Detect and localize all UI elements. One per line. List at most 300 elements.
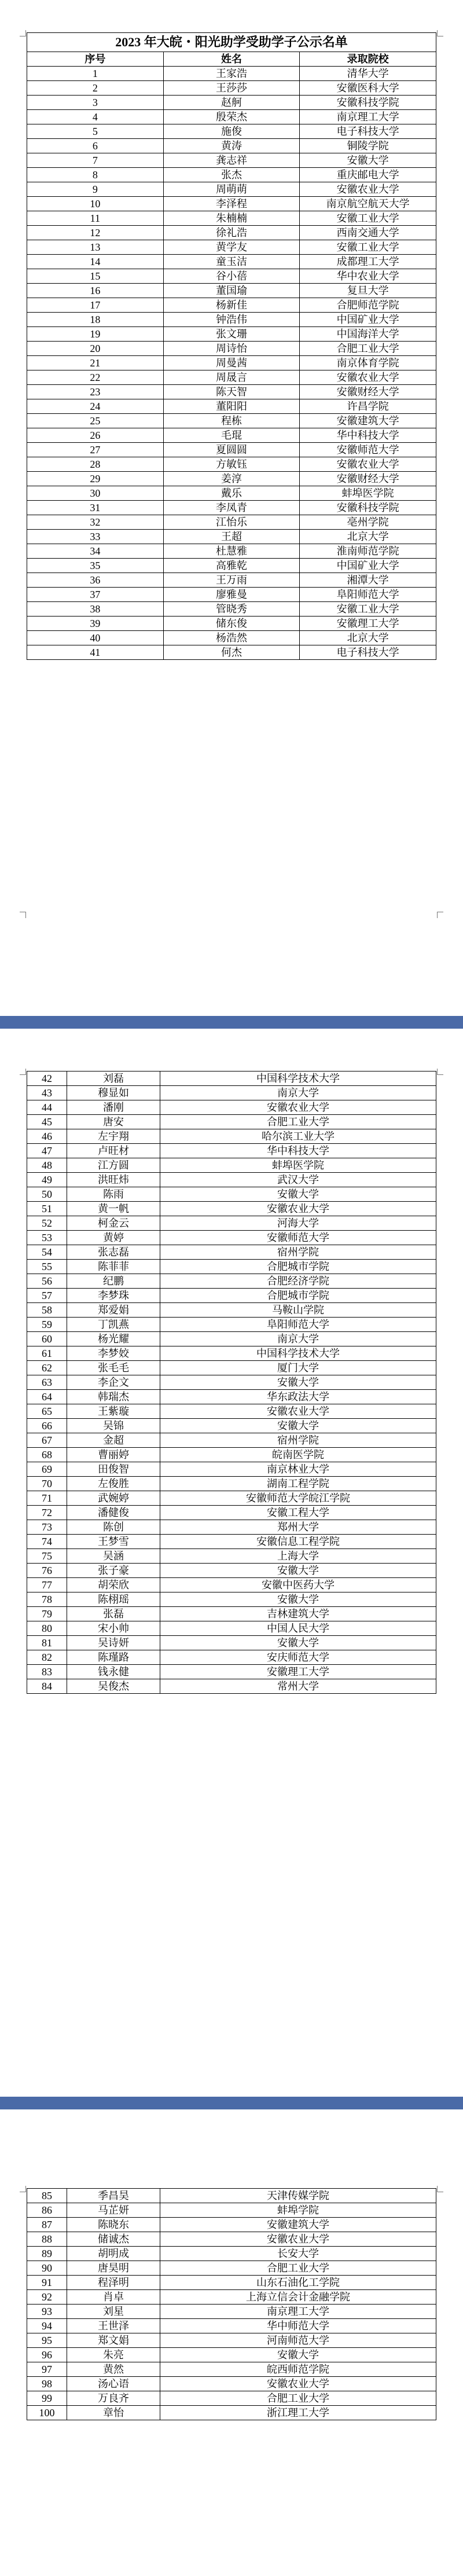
- admitted-school: 华东政法大学: [160, 1390, 436, 1404]
- column-header-name: 姓名: [163, 52, 300, 67]
- table-row: [27, 226, 436, 240]
- row-index: 81: [27, 1636, 67, 1650]
- student-name: 钟浩伟: [163, 313, 300, 327]
- student-name: 吴诗妍: [67, 1636, 160, 1650]
- row-index: 95: [27, 2333, 67, 2348]
- student-name: 董国瑜: [163, 284, 300, 298]
- table-row: [27, 1274, 436, 1289]
- table-row: [27, 1318, 436, 1332]
- row-index: 94: [27, 2319, 67, 2333]
- row-index: 85: [27, 2189, 67, 2203]
- admitted-school: 湘潭大学: [300, 573, 436, 588]
- row-index: 40: [27, 631, 164, 645]
- column-header-index: 序号: [27, 52, 164, 67]
- row-index: 86: [27, 2203, 67, 2218]
- table-row: [27, 428, 436, 443]
- admitted-school: 合肥工业大学: [160, 2261, 436, 2276]
- student-name: 潘健俊: [67, 1506, 160, 1520]
- admitted-school: 安徽农业大学: [160, 2377, 436, 2391]
- table-row: [27, 1129, 436, 1144]
- student-name: 胡荣欣: [67, 1578, 160, 1592]
- student-name: 黄婷: [67, 1231, 160, 1245]
- student-name: 陈晓东: [67, 2218, 160, 2232]
- table-row: [27, 1578, 436, 1592]
- table-row: [27, 284, 436, 298]
- admitted-school: 合肥工业大学: [160, 1115, 436, 1129]
- table-row: [27, 2333, 436, 2348]
- table-row: [27, 1462, 436, 1477]
- student-name: 张毛毛: [67, 1361, 160, 1375]
- admitted-school: 安徽医科大学: [300, 81, 436, 96]
- admitted-school: 安徽农业大学: [160, 2232, 436, 2247]
- table-row: [27, 501, 436, 515]
- student-name: 杨光耀: [67, 1332, 160, 1346]
- table-row: [27, 1506, 436, 1520]
- table-row: [27, 2319, 436, 2333]
- table-row: [27, 2203, 436, 2218]
- row-index: 84: [27, 1679, 67, 1694]
- student-name: 徐礼浩: [163, 226, 300, 240]
- admitted-school: 中国科学技术大学: [160, 1346, 436, 1361]
- table-row: [27, 1245, 436, 1260]
- student-name: 陈栩瑶: [67, 1592, 160, 1607]
- table-row: [27, 197, 436, 211]
- student-name: 王超: [163, 530, 300, 544]
- row-index: 73: [27, 1520, 67, 1535]
- student-name: 韩瑞杰: [67, 1390, 160, 1404]
- row-index: 45: [27, 1115, 67, 1129]
- student-name: 张磊: [67, 1607, 160, 1621]
- row-index: 99: [27, 2391, 67, 2406]
- admitted-school: 马鞍山学院: [160, 1303, 436, 1318]
- row-index: 90: [27, 2261, 67, 2276]
- student-name: 季昌昊: [67, 2189, 160, 2203]
- admitted-school: 安徽大学: [160, 1375, 436, 1390]
- admitted-school: 南京体育学院: [300, 356, 436, 370]
- student-name: 卢旺材: [67, 1144, 160, 1158]
- admitted-school: 北京大学: [300, 631, 436, 645]
- table-row: [27, 617, 436, 631]
- student-name: 周晟言: [163, 370, 300, 385]
- table-row: [27, 486, 436, 501]
- table-row: [27, 457, 436, 472]
- table-row: [27, 443, 436, 457]
- admitted-school: 南京大学: [160, 1332, 436, 1346]
- table-row: [27, 2348, 436, 2362]
- row-index: 4: [27, 110, 164, 124]
- row-index: 92: [27, 2290, 67, 2305]
- row-index: 42: [27, 1072, 67, 1086]
- student-name: 陈菲菲: [67, 1260, 160, 1274]
- student-name: 王家浩: [163, 67, 300, 81]
- row-index: 78: [27, 1592, 67, 1607]
- student-name: 武婉婷: [67, 1491, 160, 1506]
- student-name: 周诗怡: [163, 342, 300, 356]
- row-index: 44: [27, 1100, 67, 1115]
- admitted-school: 安徽师范大学皖江学院: [160, 1491, 436, 1506]
- corner-mark: [20, 2186, 26, 2192]
- recipient-table-page-2: [27, 1071, 436, 1694]
- document-page-2: [0, 1029, 463, 2097]
- table-row: [27, 530, 436, 544]
- row-index: 38: [27, 602, 164, 617]
- corner-mark: [437, 30, 443, 36]
- row-index: 46: [27, 1129, 67, 1144]
- student-name: 王世泽: [67, 2319, 160, 2333]
- student-name: 杨新佳: [163, 298, 300, 313]
- table-row: [27, 1260, 436, 1274]
- row-index: 32: [27, 515, 164, 530]
- row-index: 64: [27, 1390, 67, 1404]
- row-index: 54: [27, 1245, 67, 1260]
- row-index: 39: [27, 617, 164, 631]
- table-row: [27, 1535, 436, 1549]
- table-row: [27, 544, 436, 559]
- row-index: 96: [27, 2348, 67, 2362]
- admitted-school: 天津传媒学院: [160, 2189, 436, 2203]
- table-row: [27, 1375, 436, 1390]
- table-row: [27, 645, 436, 660]
- document-page-3: [0, 2109, 463, 2576]
- row-index: 57: [27, 1289, 67, 1303]
- student-name: 纪鹏: [67, 1274, 160, 1289]
- admitted-school: 安徽大学: [160, 1636, 436, 1650]
- student-name: 李梦姣: [67, 1346, 160, 1361]
- student-name: 管晓秀: [163, 602, 300, 617]
- admitted-school: 安徽工业大学: [300, 211, 436, 226]
- student-name: 吴锦: [67, 1419, 160, 1433]
- row-index: 69: [27, 1462, 67, 1477]
- row-index: 63: [27, 1375, 67, 1390]
- student-name: 黄学友: [163, 240, 300, 255]
- table-row: [27, 1477, 436, 1491]
- row-index: 21: [27, 356, 164, 370]
- admitted-school: 武汉大学: [160, 1173, 436, 1187]
- admitted-school: 安徽科技学院: [300, 501, 436, 515]
- table-row: [27, 1491, 436, 1506]
- admitted-school: 中国矿业大学: [300, 313, 436, 327]
- table-row: [27, 168, 436, 182]
- table-row: [27, 1216, 436, 1231]
- admitted-school: 皖西师范学院: [160, 2362, 436, 2377]
- row-index: 77: [27, 1578, 67, 1592]
- admitted-school: 安徽师范大学: [160, 1231, 436, 1245]
- row-index: 53: [27, 1231, 67, 1245]
- admitted-school: 许昌学院: [300, 399, 436, 414]
- row-index: 43: [27, 1086, 67, 1100]
- student-name: 马芷妍: [67, 2203, 160, 2218]
- row-index: 16: [27, 284, 164, 298]
- student-name: 程栋: [163, 414, 300, 428]
- student-name: 江方圆: [67, 1158, 160, 1173]
- row-index: 91: [27, 2276, 67, 2290]
- row-index: 55: [27, 1260, 67, 1274]
- student-name: 龚志祥: [163, 153, 300, 168]
- row-index: 26: [27, 428, 164, 443]
- admitted-school: 华中科技大学: [160, 1144, 436, 1158]
- table-row: [27, 1202, 436, 1216]
- table-row: [27, 1650, 436, 1665]
- admitted-school: 安徽工程大学: [160, 1506, 436, 1520]
- row-index: 27: [27, 443, 164, 457]
- table-row: [27, 1086, 436, 1100]
- student-name: 朱亮: [67, 2348, 160, 2362]
- admitted-school: 上海大学: [160, 1549, 436, 1564]
- admitted-school: 安徽农业大学: [160, 1202, 436, 1216]
- admitted-school: 南京林业大学: [160, 1462, 436, 1477]
- admitted-school: 安庆师范大学: [160, 1650, 436, 1665]
- table-row: [27, 153, 436, 168]
- row-index: 75: [27, 1549, 67, 1564]
- row-index: 37: [27, 588, 164, 602]
- admitted-school: 中国海洋大学: [300, 327, 436, 342]
- student-name: 张志磊: [67, 1245, 160, 1260]
- student-name: 李企文: [67, 1375, 160, 1390]
- admitted-school: 电子科技大学: [300, 645, 436, 660]
- student-name: 唐安: [67, 1115, 160, 1129]
- student-name: 汤心语: [67, 2377, 160, 2391]
- student-name: 夏圆圆: [163, 443, 300, 457]
- table-row: [27, 313, 436, 327]
- row-index: 62: [27, 1361, 67, 1375]
- table-row: [27, 1621, 436, 1636]
- student-name: 左俊胜: [67, 1477, 160, 1491]
- student-name: 高雅乾: [163, 559, 300, 573]
- student-name: 刘星: [67, 2305, 160, 2319]
- student-name: 周萌萌: [163, 182, 300, 197]
- table-row: [27, 2290, 436, 2305]
- table-row: [27, 342, 436, 356]
- row-index: 10: [27, 197, 164, 211]
- admitted-school: 铜陵学院: [300, 139, 436, 153]
- admitted-school: 安徽科技学院: [300, 96, 436, 110]
- admitted-school: 复旦大学: [300, 284, 436, 298]
- student-name: 王紫璇: [67, 1404, 160, 1419]
- row-index: 87: [27, 2218, 67, 2232]
- row-index: 36: [27, 573, 164, 588]
- student-name: 章怡: [67, 2406, 160, 2420]
- admitted-school: 蚌埠医学院: [160, 1158, 436, 1173]
- student-name: 李泽程: [163, 197, 300, 211]
- row-index: 79: [27, 1607, 67, 1621]
- admitted-school: 清华大学: [300, 67, 436, 81]
- student-name: 施俊: [163, 124, 300, 139]
- table-row: [27, 110, 436, 124]
- admitted-school: 郑州大学: [160, 1520, 436, 1535]
- table-row: [27, 211, 436, 226]
- student-name: 张子豪: [67, 1564, 160, 1578]
- column-header-school: 录取院校: [300, 52, 436, 67]
- row-index: 1: [27, 67, 164, 81]
- corner-mark: [437, 2186, 443, 2192]
- student-name: 刘磊: [67, 1072, 160, 1086]
- row-index: 22: [27, 370, 164, 385]
- row-index: 7: [27, 153, 164, 168]
- table-row: [27, 2232, 436, 2247]
- row-index: 51: [27, 1202, 67, 1216]
- table-row: [27, 2247, 436, 2261]
- row-index: 49: [27, 1173, 67, 1187]
- table-row: [27, 2218, 436, 2232]
- admitted-school: 西南交通大学: [300, 226, 436, 240]
- admitted-school: 南京理工大学: [300, 110, 436, 124]
- row-index: 29: [27, 472, 164, 486]
- admitted-school: 河海大学: [160, 1216, 436, 1231]
- student-name: 赵舸: [163, 96, 300, 110]
- table-row: [27, 602, 436, 617]
- table-row: [27, 1158, 436, 1173]
- row-index: 67: [27, 1433, 67, 1448]
- corner-mark: [20, 912, 26, 918]
- table-row: [27, 1303, 436, 1318]
- document-title: 2023 年大皖・阳光助学受助学子公示名单: [27, 33, 436, 52]
- table-row: [27, 1520, 436, 1535]
- admitted-school: 安徽财经大学: [300, 472, 436, 486]
- admitted-school: 亳州学院: [300, 515, 436, 530]
- table-row: [27, 356, 436, 370]
- student-name: 李梦珠: [67, 1289, 160, 1303]
- table-row: [27, 2261, 436, 2276]
- admitted-school: 华中师范大学: [160, 2319, 436, 2333]
- admitted-school: 中国科学技术大学: [160, 1072, 436, 1086]
- admitted-school: 哈尔滨工业大学: [160, 1129, 436, 1144]
- admitted-school: 安徽信息工程学院: [160, 1535, 436, 1549]
- table-row: [27, 1390, 436, 1404]
- table-row: [27, 2189, 436, 2203]
- admitted-school: 安徽农业大学: [160, 1100, 436, 1115]
- row-index: 14: [27, 255, 164, 269]
- student-name: 童玉洁: [163, 255, 300, 269]
- table-row: [27, 2406, 436, 2420]
- table-row: [27, 472, 436, 486]
- row-index: 58: [27, 1303, 67, 1318]
- table-row: [27, 1144, 436, 1158]
- table-row: [27, 1187, 436, 1202]
- admitted-school: 安徽农业大学: [300, 457, 436, 472]
- student-name: 朱楠楠: [163, 211, 300, 226]
- admitted-school: 合肥师范学院: [300, 298, 436, 313]
- student-name: 陈雨: [67, 1187, 160, 1202]
- admitted-school: 山东石油化工学院: [160, 2276, 436, 2290]
- admitted-school: 安徽农业大学: [300, 182, 436, 197]
- row-index: 31: [27, 501, 164, 515]
- row-index: 9: [27, 182, 164, 197]
- table-row: [27, 1564, 436, 1578]
- student-name: 戴乐: [163, 486, 300, 501]
- row-index: 19: [27, 327, 164, 342]
- admitted-school: 安徽农业大学: [160, 1404, 436, 1419]
- row-index: 68: [27, 1448, 67, 1462]
- student-name: 董阳阳: [163, 399, 300, 414]
- row-index: 89: [27, 2247, 67, 2261]
- admitted-school: 安徽财经大学: [300, 385, 436, 399]
- row-index: 41: [27, 645, 164, 660]
- admitted-school: 安徽农业大学: [300, 370, 436, 385]
- table-row: [27, 399, 436, 414]
- admitted-school: 合肥城市学院: [160, 1289, 436, 1303]
- row-index: 12: [27, 226, 164, 240]
- student-name: 姜淳: [163, 472, 300, 486]
- admitted-school: 吉林建筑大学: [160, 1607, 436, 1621]
- row-index: 82: [27, 1650, 67, 1665]
- student-name: 廖雅曼: [163, 588, 300, 602]
- table-row: [27, 2305, 436, 2319]
- admitted-school: 浙江理工大学: [160, 2406, 436, 2420]
- row-index: 11: [27, 211, 164, 226]
- admitted-school: 华中科技大学: [300, 428, 436, 443]
- table-row: [27, 573, 436, 588]
- student-name: 储诚杰: [67, 2232, 160, 2247]
- table-row: [27, 1607, 436, 1621]
- row-index: 48: [27, 1158, 67, 1173]
- row-index: 13: [27, 240, 164, 255]
- student-name: 吴涵: [67, 1549, 160, 1564]
- student-name: 田俊智: [67, 1462, 160, 1477]
- admitted-school: 安徽工业大学: [300, 602, 436, 617]
- student-name: 毛琨: [163, 428, 300, 443]
- admitted-school: 蚌埠学院: [160, 2203, 436, 2218]
- table-row: [27, 1419, 436, 1433]
- corner-mark: [437, 1069, 443, 1075]
- table-row: [27, 2362, 436, 2377]
- table-row: [27, 559, 436, 573]
- admitted-school: 安徽师范大学: [300, 443, 436, 457]
- row-index: 74: [27, 1535, 67, 1549]
- table-row: [27, 96, 436, 110]
- row-index: 23: [27, 385, 164, 399]
- table-row: [27, 1433, 436, 1448]
- row-index: 8: [27, 168, 164, 182]
- row-index: 35: [27, 559, 164, 573]
- table-row: [27, 1549, 436, 1564]
- student-name: 杜慧雅: [163, 544, 300, 559]
- admitted-school: 淮南师范学院: [300, 544, 436, 559]
- table-row: [27, 1072, 436, 1086]
- row-index: 71: [27, 1491, 67, 1506]
- student-name: 何杰: [163, 645, 300, 660]
- student-name: 郑爱娟: [67, 1303, 160, 1318]
- table-row: [27, 2391, 436, 2406]
- admitted-school: 中国人民大学: [160, 1621, 436, 1636]
- admitted-school: 阜阳师范大学: [160, 1318, 436, 1332]
- rows-body: [27, 1072, 436, 1694]
- student-name: 肖卓: [67, 2290, 160, 2305]
- row-index: 65: [27, 1404, 67, 1419]
- table-row: [27, 1404, 436, 1419]
- admitted-school: 中国矿业大学: [300, 559, 436, 573]
- student-name: 潘刚: [67, 1100, 160, 1115]
- row-index: 15: [27, 269, 164, 284]
- student-name: 金超: [67, 1433, 160, 1448]
- admitted-school: 安徽大学: [160, 1419, 436, 1433]
- corner-mark: [20, 1069, 26, 1075]
- admitted-school: 厦门大学: [160, 1361, 436, 1375]
- table-row: [27, 1332, 436, 1346]
- student-name: 吴俊杰: [67, 1679, 160, 1694]
- admitted-school: 安徽中医药大学: [160, 1578, 436, 1592]
- student-name: 谷小蓓: [163, 269, 300, 284]
- admitted-school: 阜阳师范大学: [300, 588, 436, 602]
- row-index: 17: [27, 298, 164, 313]
- student-name: 柯金云: [67, 1216, 160, 1231]
- table-row: [27, 81, 436, 96]
- admitted-school: 华中农业大学: [300, 269, 436, 284]
- admitted-school: 安徽理工大学: [300, 617, 436, 631]
- admitted-school: 长安大学: [160, 2247, 436, 2261]
- table-row: [27, 1231, 436, 1245]
- row-index: 50: [27, 1187, 67, 1202]
- student-name: 陈瑾路: [67, 1650, 160, 1665]
